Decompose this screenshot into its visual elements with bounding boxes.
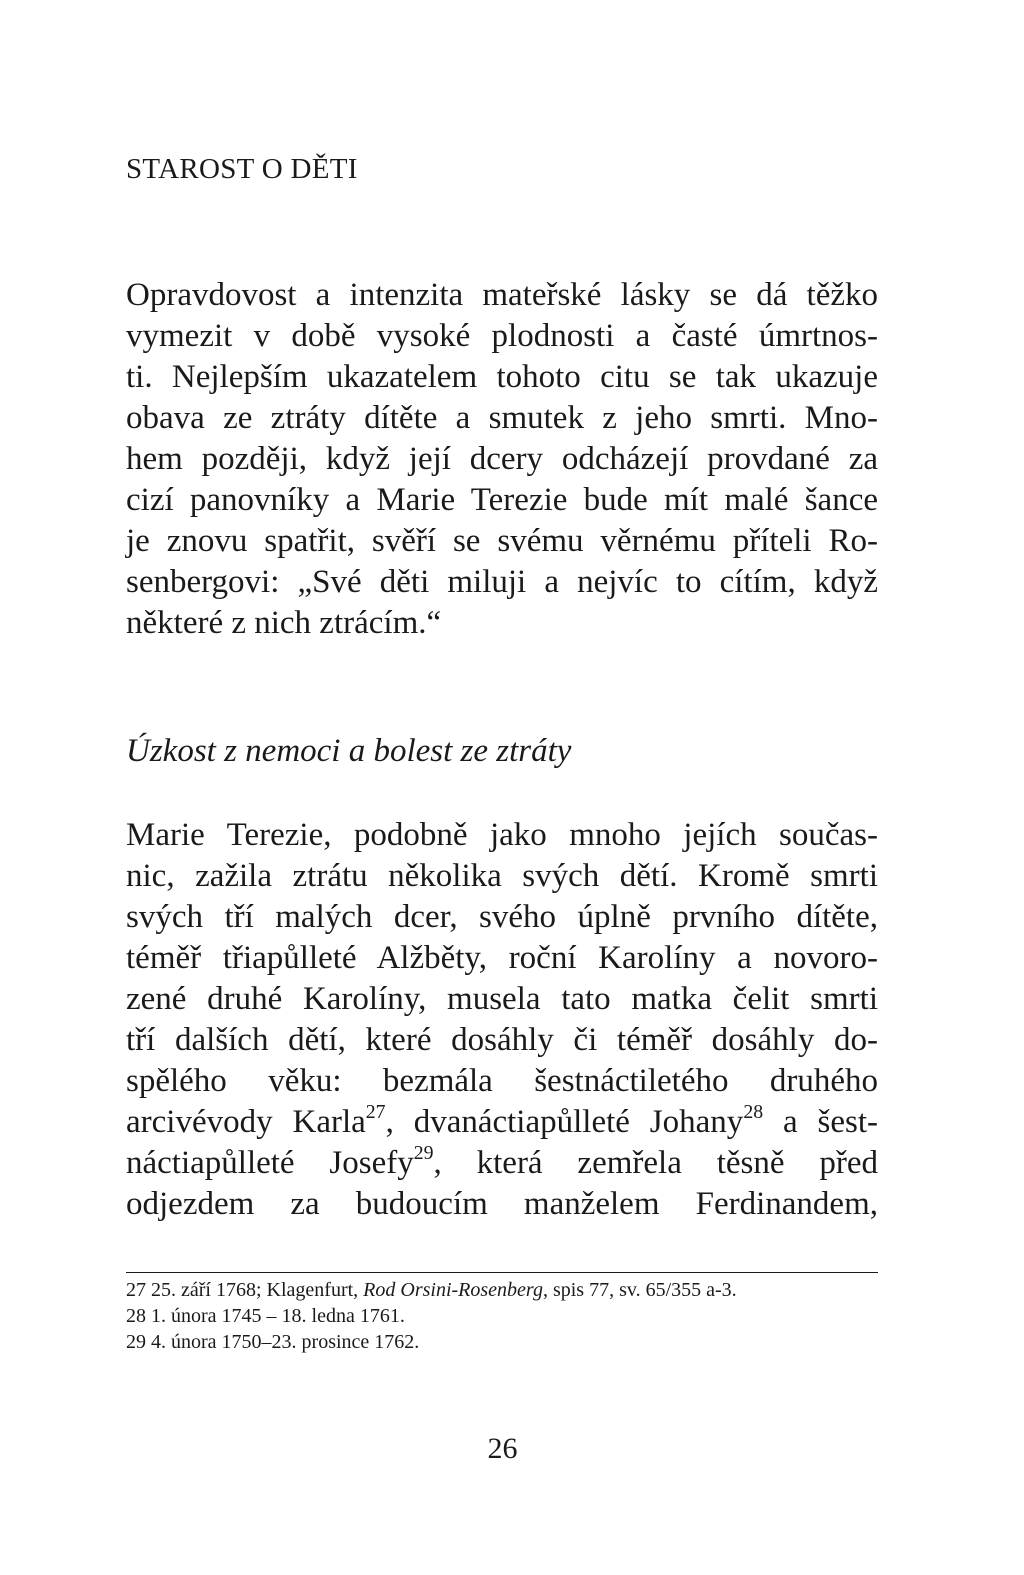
paragraph-line <box>126 1143 878 1184</box>
footnote-ref-28[interactable]: 28 <box>743 1101 764 1124</box>
footnotes <box>126 1277 886 1355</box>
paragraph-line: nic, zažila ztrátu několika svých dětí. Kromě smrti <box>126 858 878 894</box>
paragraph-line: je znovu spatřit, svěří se svému věrnému příteli Ro- <box>126 523 878 559</box>
paragraph-line: spělého věku: bezmála šestnáctiletého druhého <box>126 1063 878 1099</box>
section-heading: Úzkost z nemoci a bolest ze ztráty <box>126 733 572 769</box>
paragraph-line: vymezit v době vysoké plodnosti a časté úmrtnos- <box>126 318 878 354</box>
paragraph-line: zené druhé Karolíny, musela tato matka čelit smrti <box>126 981 878 1017</box>
footnote-29 <box>126 1329 886 1355</box>
page-number: 26 <box>487 1432 518 1465</box>
line-text: a šest- <box>763 1104 879 1140</box>
footnote-text: 25. září 1768; Klagenfurt, <box>146 1279 364 1301</box>
paragraph-line: svých tří malých dcer, svého úplně prvního dítěte, <box>126 899 878 935</box>
paragraph-line <box>126 1102 878 1143</box>
footnote-text: 1. února 1745 – 18. ledna 1761. <box>146 1305 405 1327</box>
paragraph-line: odjezdem za budoucím manželem Ferdinandem, <box>126 1186 878 1222</box>
paragraph-line: obava ze ztráty dítěte a smutek z jeho smrti. Mno- <box>126 400 878 436</box>
footnote-divider <box>126 1272 878 1273</box>
footnote-number: 28 <box>126 1305 146 1327</box>
paragraph-line: hem později, když její dcery odcházejí provdané za <box>126 441 878 477</box>
line-text: arcivévody Karla <box>126 1104 366 1140</box>
paragraph-line: cizí panovníky a Marie Terezie bude mít malé šance <box>126 482 878 518</box>
footnote-number: 27 <box>126 1279 146 1301</box>
footnote-27 <box>126 1277 886 1303</box>
chapter-title: STAROST O DĚTI <box>126 153 358 185</box>
paragraph-line: téměř třiapůlleté Alžběty, roční Karolíny a novoro- <box>126 940 878 976</box>
footnote-ref-29[interactable]: 29 <box>413 1142 434 1165</box>
paragraph-2 <box>126 815 878 1225</box>
paragraph-1 <box>126 275 878 644</box>
paragraph-line: Opravdovost a intenzita mateřské lásky se dá těžko <box>126 277 878 313</box>
paragraph-line: tří dalších dětí, které dosáhly či téměř dosáhly do- <box>126 1022 878 1058</box>
line-text: náctiapůlleté Josefy <box>126 1145 414 1181</box>
paragraph-line: některé z nich ztrácím.“ <box>126 605 442 641</box>
footnote-italic-title: Rod Orsini-Rosenberg <box>363 1279 543 1301</box>
line-text: , dvanáctiapůlleté Johany <box>385 1104 744 1140</box>
footnote-ref-27[interactable]: 27 <box>365 1101 386 1124</box>
paragraph-line: ti. Nejlepším ukazatelem tohoto citu se tak ukazuje <box>126 359 878 395</box>
footnote-number: 29 <box>126 1331 146 1353</box>
footnote-28 <box>126 1303 886 1329</box>
paragraph-line: senbergovi: „Své děti miluji a nejvíc to cítím, když <box>126 564 878 600</box>
line-text: , která zemřela těsně před <box>433 1145 878 1181</box>
footnote-text: 4. února 1750–23. prosince 1762. <box>146 1331 420 1353</box>
footnote-text: , spis 77, sv. 65/355 a-3. <box>542 1279 737 1301</box>
paragraph-line: Marie Terezie, podobně jako mnoho jejích součas- <box>126 817 878 853</box>
